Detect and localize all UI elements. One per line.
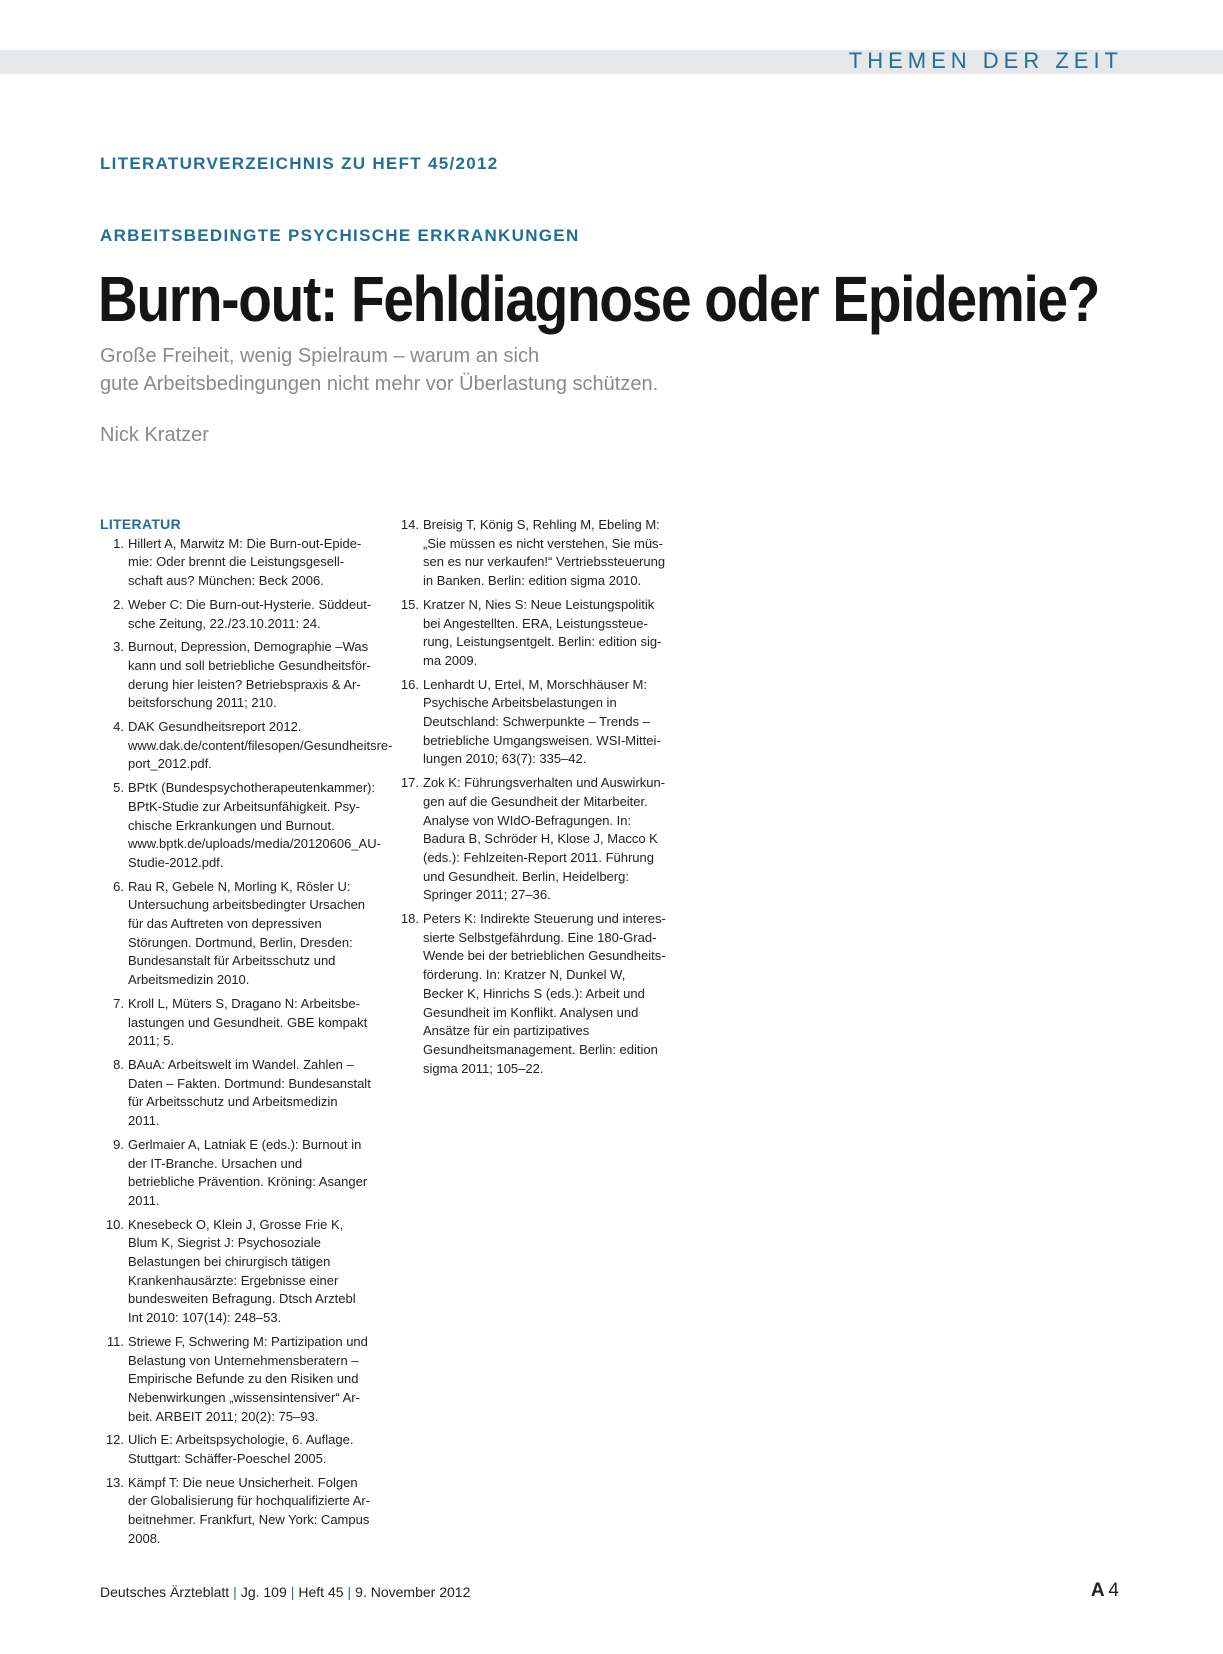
- author: Nick Kratzer: [100, 424, 209, 446]
- reference-text: Kroll L, Müters S, Dragano N: Arbeitsbelastungen und Gesundheit. GBE kompakt 2011; 5.: [128, 995, 368, 1049]
- reference-number: 13.: [105, 1474, 124, 1490]
- reference-item: [395, 516, 667, 591]
- reference-number: 12.: [105, 1432, 124, 1448]
- reference-number: 18.: [400, 911, 419, 927]
- reference-text: Rau R, Gebele N, Morling K, Rösler U: Untersuchung arbeitsbedingter Ursachen für das Auftreten von depressiven Störungen. Dortmund, Berlin, Dresden: Bundesanstalt für Arbeitsschutz und Arbeitsmedizin 2010.: [128, 878, 366, 988]
- reference-text: DAK Gesundheitsreport 2012. www.dak.de/content/filesopen/Gesundheitsreport_2012.pdf.: [128, 719, 393, 772]
- reference-item: [395, 596, 667, 671]
- journal-date: 9. November 2012: [355, 1584, 471, 1600]
- reference-number: 1.: [113, 535, 124, 551]
- reference-number: 2.: [113, 596, 124, 612]
- reference-item: [395, 774, 667, 905]
- reference-text: Gerlmaier A, Latniak E (eds.): Burnout in der IT-Branche. Ursachen und betriebliche Prävention. Kröning: Asanger 2011.: [128, 1136, 368, 1208]
- reference-number: 7.: [113, 995, 124, 1011]
- reference-text: Knesebeck O, Klein J, Grosse Frie K, Blum K, Siegrist J: Psychosoziale Belastungen bei chirurgisch tätigen Krankenhausärzte: Ergebnisse einer bundesweiten Befragung. Dtsch Arztebl Int 2010: 107(14): 248–53.: [128, 1216, 356, 1326]
- subtitle-line-2: gute Arbeitsbedingungen nicht mehr vor Überlastung schützen.: [100, 373, 659, 395]
- reference-item: [100, 1136, 372, 1211]
- reference-text: Ulich E: Arbeitspsychologie, 6. Auflage. Stuttgart: Schäffer-Poeschel 2005.: [128, 1432, 354, 1467]
- reference-list-1: [100, 535, 393, 1549]
- reference-number: 17.: [400, 775, 419, 791]
- separator: |: [290, 1584, 295, 1600]
- reference-number: 6.: [113, 878, 124, 894]
- reference-item: [100, 638, 372, 713]
- article-subtitle: [100, 342, 860, 398]
- reference-item: [100, 1333, 372, 1427]
- reference-number: 10.: [105, 1216, 124, 1232]
- reference-number: 11.: [106, 1333, 124, 1349]
- literature-kicker: LITERATURVERZEICHNIS ZU HEFT 45/2012: [100, 154, 499, 173]
- reference-text: Striewe F, Schwering M: Partizipation und Belastung von Unternehmensberatern – Empirische Befunde zu den Risiken und Nebenwirkungen „wissensintensiver“ Arbeit. ARBEIT 2011; 20(2): 75–93.: [128, 1333, 368, 1424]
- section-label: THEMEN DER ZEIT: [848, 48, 1123, 73]
- reference-item: [395, 910, 667, 1078]
- reference-item: [100, 718, 393, 774]
- reference-list-2: [395, 516, 667, 1078]
- page-prefix: A: [1090, 1580, 1105, 1601]
- reference-text: Peters K: Indirekte Steuerung und interessierte Selbstgefährdung. Eine 180-Grad-Wende bei der betrieblichen Gesundheitsförderung. In: Kratzer N, Dunkel W, Becker K, Hinrichs S (eds.): Arbeit und Gesundheit im Konflikt. Analysen und Ansätze für ein partizipatives Gesundheitsmanagement. Berlin: edition sigma 2011; 105–22.: [423, 911, 666, 1076]
- reference-item: [100, 878, 372, 990]
- references-heading: LITERATUR: [100, 516, 181, 532]
- journal-volume: Jg. 109: [240, 1584, 287, 1600]
- reference-item: [100, 995, 372, 1051]
- references-column-2: [395, 516, 667, 1083]
- reference-text: Lenhardt U, Ertel, M, Morschhäuser M: Psychische Arbeitsbelastungen in Deutschland: Schwerpunkte – Trends – betriebliche Umgangsweisen. WSI-Mitteilungen 2010; 63(7): 335–42.: [423, 676, 661, 767]
- topic-kicker: ARBEITSBEDINGTE PSYCHISCHE ERKRANKUNGEN: [100, 226, 580, 245]
- reference-item: [100, 596, 372, 633]
- reference-number: 3.: [113, 639, 124, 655]
- reference-text: Weber C: Die Burn-out-Hysterie. Süddeutsche Zeitung, 22./23.10.2011: 24.: [128, 596, 372, 631]
- reference-item: [100, 1216, 372, 1328]
- subtitle-line-1: Große Freiheit, wenig Spielraum – warum an sich: [100, 345, 540, 367]
- reference-number: 14.: [400, 517, 419, 532]
- footer-citation: [100, 1584, 470, 1600]
- reference-text: Zok K: Führungsverhalten und Auswirkungen auf die Gesundheit der Mitarbeiter. Analyse von WIdO-Befragungen. In: Badura B, Schröder H, Klose J, Macco K (eds.): Fehlzeiten-Report 2011. Führung und Gesundheit. Berlin, Heidelberg: Springer 2011; 27–36.: [423, 775, 666, 903]
- journal-name: Deutsches Ärzteblatt: [100, 1584, 230, 1600]
- reference-text: BPtK (Bundespsychotherapeutenkammer): BPtK-Studie zur Arbeitsunfähigkeit. Psychische Erkrankungen und Burnout. www.bptk.de/uploads/media/20120606_AU-Studie-2012.pdf.: [128, 780, 381, 870]
- reference-text: BAuA: Arbeitswelt im Wandel. Zahlen – Daten – Fakten. Dortmund: Bundesanstalt für Arbeitsschutz und Arbeitsmedizin 2011.: [128, 1056, 371, 1129]
- article-title: Burn-out: Fehldiagnose oder Epidemie?: [98, 263, 1100, 335]
- reference-number: 15.: [400, 596, 419, 612]
- reference-text: Breisig T, König S, Rehling M, Ebeling M: „Sie müssen es nicht verstehen, Sie müssen es nur verkaufen!“ Vertriebssteuerung in Banken. Berlin: edition sigma 2010.: [423, 517, 666, 589]
- separator: |: [347, 1584, 352, 1600]
- reference-text: Burnout, Depression, Demographie –Was kann und soll betriebliche Gesundheitsförderung hier leisten? Betriebspraxis & Arbeitsforschung 2011; 210.: [128, 639, 371, 711]
- page-number-value: 4: [1108, 1580, 1119, 1601]
- reference-number: 4.: [113, 719, 124, 735]
- journal-issue: Heft 45: [298, 1584, 344, 1600]
- page-number: [1091, 1580, 1119, 1602]
- reference-item: [100, 1431, 372, 1468]
- reference-text: Kämpf T: Die neue Unsicherheit. Folgen der Globalisierung für hochqualifizierte Arbeitnehmer. Frankfurt, New York: Campus 2008.: [128, 1474, 371, 1546]
- reference-item: [100, 1474, 372, 1549]
- reference-number: 16.: [400, 676, 419, 692]
- reference-item: [100, 779, 381, 873]
- reference-number: 9.: [113, 1136, 124, 1152]
- reference-number: 5.: [113, 780, 124, 796]
- references-column-1: [100, 515, 393, 1554]
- reference-text: Hillert A, Marwitz M: Die Burn-out-Epidemie: Oder brennt die Leistungsgesellschaft aus? München: Beck 2006.: [128, 535, 362, 589]
- separator: |: [233, 1584, 237, 1600]
- reference-number: 8.: [113, 1056, 124, 1072]
- reference-text: Kratzer N, Nies S: Neue Leistungspolitik bei Angestellten. ERA, Leistungssteuerung, Leistungsentgelt. Berlin: edition sigma 2009.: [423, 596, 662, 668]
- reference-item: [395, 676, 667, 770]
- reference-item: [100, 535, 372, 591]
- reference-item: [100, 1056, 372, 1131]
